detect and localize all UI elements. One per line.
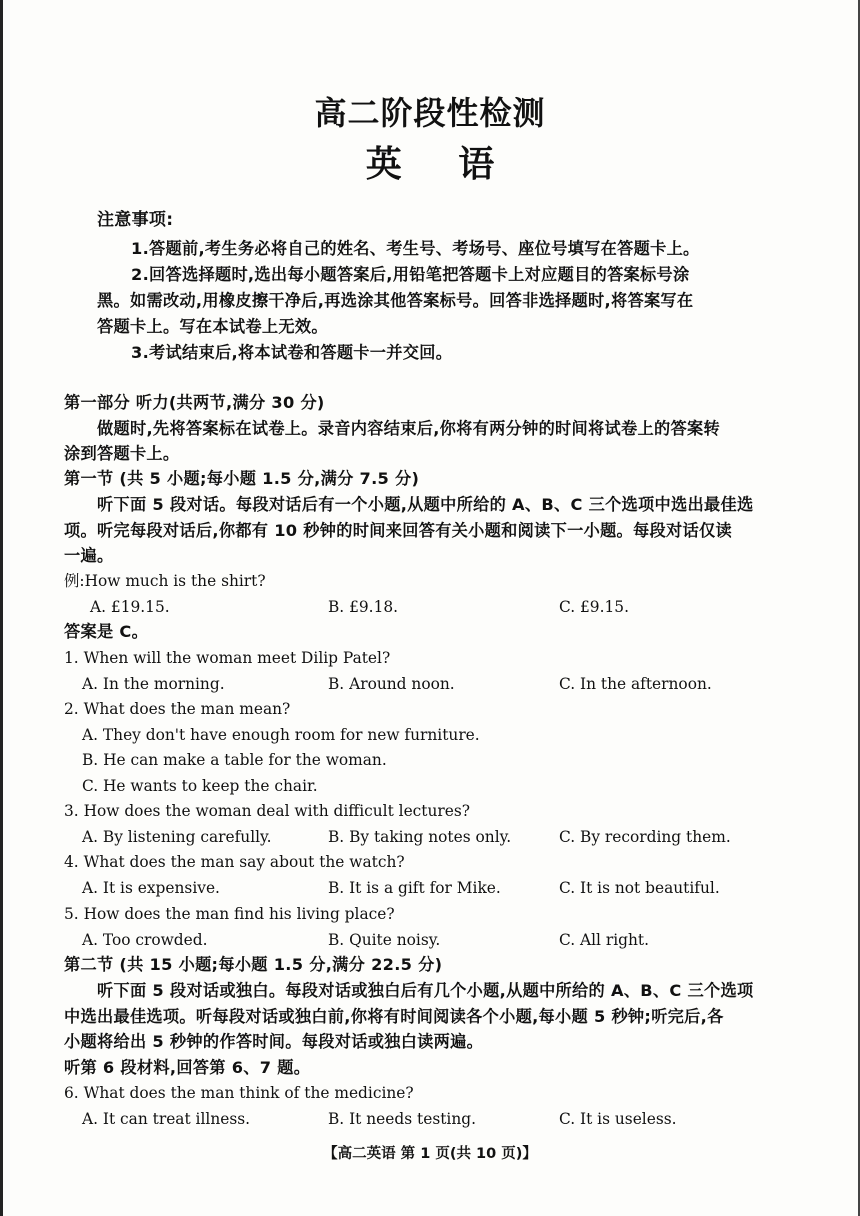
example-option-a: A. £19.15.	[90, 598, 170, 616]
notice-line: 答题卡上。写在本试卷上无效。	[97, 317, 328, 336]
option-1a: A. In the morning.	[82, 675, 225, 693]
option-1b: B. Around noon.	[328, 675, 455, 693]
option-4a: A. It is expensive.	[82, 879, 220, 897]
section-heading: 第二节 (共 15 小题;每小题 1.5 分,满分 22.5 分)	[64, 955, 443, 974]
option-5a: A. Too crowded.	[82, 931, 208, 949]
option-3a: A. By listening carefully.	[82, 828, 272, 846]
option-3b: B. By taking notes only.	[328, 828, 512, 846]
option-6c: C. It is useless.	[559, 1110, 677, 1128]
option-1c: C. In the afternoon.	[559, 675, 712, 693]
notice-line: 黑。如需改动,用橡皮擦干净后,再选涂其他答案标号。回答非选择题时,将答案写在	[97, 291, 694, 310]
section-instructions: 听下面 5 段对话或独白。每段对话或独白后有几个小题,从题中所给的 A、B、C 三个选项	[97, 981, 754, 1000]
subject-title: 英 语	[365, 144, 495, 185]
option-4c: C. It is not beautiful.	[559, 879, 720, 897]
section-instructions: 项。听完每段对话后,你都有 10 秒钟的时间来回答有关小题和阅读下一小题。每段对话仅读	[64, 521, 732, 540]
option-6a: A. It can treat illness.	[82, 1110, 251, 1128]
option-3c: C. By recording them.	[559, 828, 731, 846]
section-instructions: 小题将给出 5 秒钟的作答时间。每段对话或独白读两遍。	[64, 1032, 484, 1051]
example-answer: 答案是 C。	[64, 622, 149, 641]
option-2b: B. He can make a table for the woman.	[82, 751, 387, 769]
question-1: 1. When will the woman meet Dilip Patel?	[64, 649, 391, 667]
notice-heading: 注意事项:	[97, 210, 174, 230]
option-6b: B. It needs testing.	[328, 1110, 476, 1128]
notice-line: 2.回答选择题时,选出每小题答案后,用铅笔把答题卡上对应题目的答案标号涂	[131, 265, 690, 284]
question-4: 4. What does the man say about the watch?	[64, 853, 405, 871]
question-2: 2. What does the man mean?	[64, 700, 291, 718]
option-2a: A. They don't have enough room for new furniture.	[82, 726, 480, 744]
example-option-b: B. £9.18.	[328, 598, 399, 616]
notice-line: 3.考试结束后,将本试卷和答题卡一并交回。	[131, 343, 453, 362]
option-5c: C. All right.	[559, 931, 649, 949]
notice-line: 1.答题前,考生务必将自己的姓名、考生号、考场号、座位号填写在答题卡上。	[131, 239, 700, 258]
section-instructions: 一遍。	[64, 546, 114, 565]
page-footer: 【高二英语 第 1 页(共 10 页)】	[323, 1146, 537, 1162]
option-5b: B. Quite noisy.	[328, 931, 441, 949]
section-instructions: 中选出最佳选项。听每段对话或独白前,你将有时间阅读各个小题,每小题 5 秒钟;听完后,各	[64, 1007, 724, 1026]
question-5: 5. How does the man find his living place?	[64, 905, 395, 923]
material-label: 听第 6 段材料,回答第 6、7 题。	[64, 1058, 311, 1077]
example-question: 例:How much is the shirt?	[64, 572, 266, 590]
section-heading: 第一节 (共 5 小题;每小题 1.5 分,满分 7.5 分)	[64, 469, 420, 488]
option-4b: B. It is a gift for Mike.	[328, 879, 501, 897]
question-3: 3. How does the woman deal with difficult lectures?	[64, 802, 471, 820]
part-intro: 涂到答题卡上。	[64, 444, 180, 463]
option-2c: C. He wants to keep the chair.	[82, 777, 318, 795]
part-heading: 第一部分 听力(共两节,满分 30 分)	[64, 393, 325, 412]
question-6: 6. What does the man think of the medicine?	[64, 1084, 414, 1102]
part-intro: 做题时,先将答案标在试卷上。录音内容结束后,你将有两分钟的时间将试卷上的答案转	[97, 419, 720, 438]
example-option-c: C. £9.15.	[559, 598, 629, 616]
section-instructions: 听下面 5 段对话。每段对话后有一个小题,从题中所给的 A、B、C 三个选项中选出最佳选	[97, 495, 754, 514]
exam-title: 高二阶段性检测	[314, 94, 546, 132]
